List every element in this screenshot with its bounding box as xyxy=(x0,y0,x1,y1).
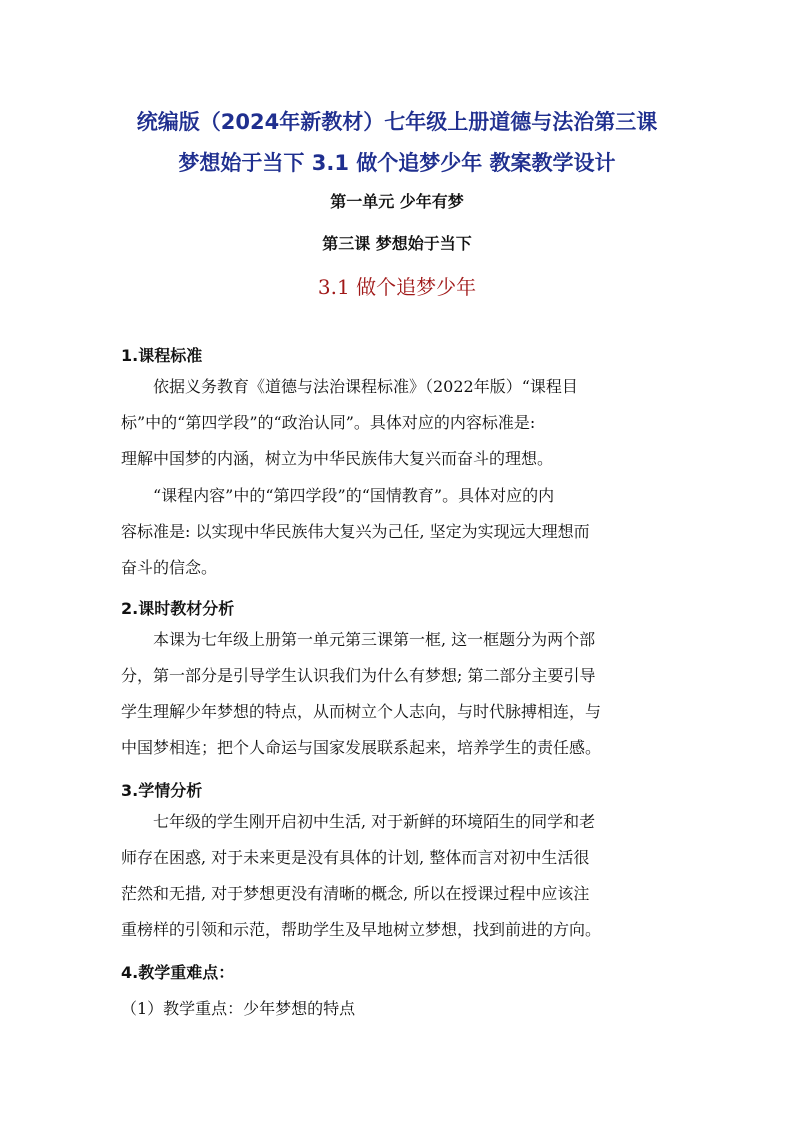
paragraph-line: 本课为七年级上册第一单元第三课第一框, 这一框题分为两个部 xyxy=(153,630,596,649)
paragraph-line: 分，第一部分是引导学生认识我们为什么有梦想; 第二部分主要引导 xyxy=(121,666,596,685)
section-title: 3.1 做个追梦少年 xyxy=(317,275,477,299)
heading-curriculum-standard: 1.课程标准 xyxy=(121,346,203,365)
paragraph-line: 师存在困惑, 对于未来更是没有具体的计划, 整体而言对初中生活很 xyxy=(121,848,590,867)
heading-key-difficulties: 4.教学重难点： xyxy=(121,963,235,982)
list-item-teaching-focus: （1）教学重点：少年梦想的特点 xyxy=(121,999,356,1018)
heading-textbook-analysis: 2.课时教材分析 xyxy=(121,599,235,618)
unit-title: 第一单元 少年有梦 xyxy=(330,192,464,211)
paragraph-line: 重榜样的引领和示范，帮助学生及早地树立梦想，找到前进的方向。 xyxy=(121,920,602,939)
lesson-title: 第三课 梦想始于当下 xyxy=(322,234,472,253)
paragraph-textbook-analysis xyxy=(121,622,683,766)
paragraph-line: 理解中国梦的内涵，树立为中华民族伟大复兴而奋斗的理想。 xyxy=(121,449,554,468)
document-title-line-2: 梦想始于当下 3.1 做个追梦少年 教案教学设计 xyxy=(178,151,616,175)
paragraph-line: 茫然和无措, 对于梦想更没有清晰的概念, 所以在授课过程中应该注 xyxy=(121,884,590,903)
paragraph-curriculum-content xyxy=(121,478,683,586)
paragraph-line: 标”中的“第四学段”的“政治认同”。具体对应的内容标准是: xyxy=(121,413,536,432)
paragraph-student-analysis xyxy=(121,804,683,948)
document-title-line-1: 统编版（2024年新教材）七年级上册道德与法治第三课 xyxy=(136,110,658,134)
paragraph-line: “课程内容”中的“第四学段”的“国情教育”。具体对应的内 xyxy=(153,486,555,505)
paragraph-line: 依据义务教育《道德与法治课程标准》（2022年版）“课程目 xyxy=(153,377,578,396)
heading-student-analysis: 3.学情分析 xyxy=(121,781,203,800)
paragraph-line: 七年级的学生刚开启初中生活, 对于新鲜的环境陌生的同学和老 xyxy=(153,812,596,831)
paragraph-line: 学生理解少年梦想的特点，从而树立个人志向，与时代脉搏相连，与 xyxy=(121,702,602,721)
paragraph-curriculum-goal xyxy=(121,369,683,477)
paragraph-line: 中国梦相连；把个人命运与国家发展联系起来，培养学生的责任感。 xyxy=(121,738,602,757)
paragraph-line: 容标准是: 以实现中华民族伟大复兴为己任, 坚定为实现远大理想而 xyxy=(121,522,590,541)
paragraph-line: 奋斗的信念。 xyxy=(121,558,218,577)
